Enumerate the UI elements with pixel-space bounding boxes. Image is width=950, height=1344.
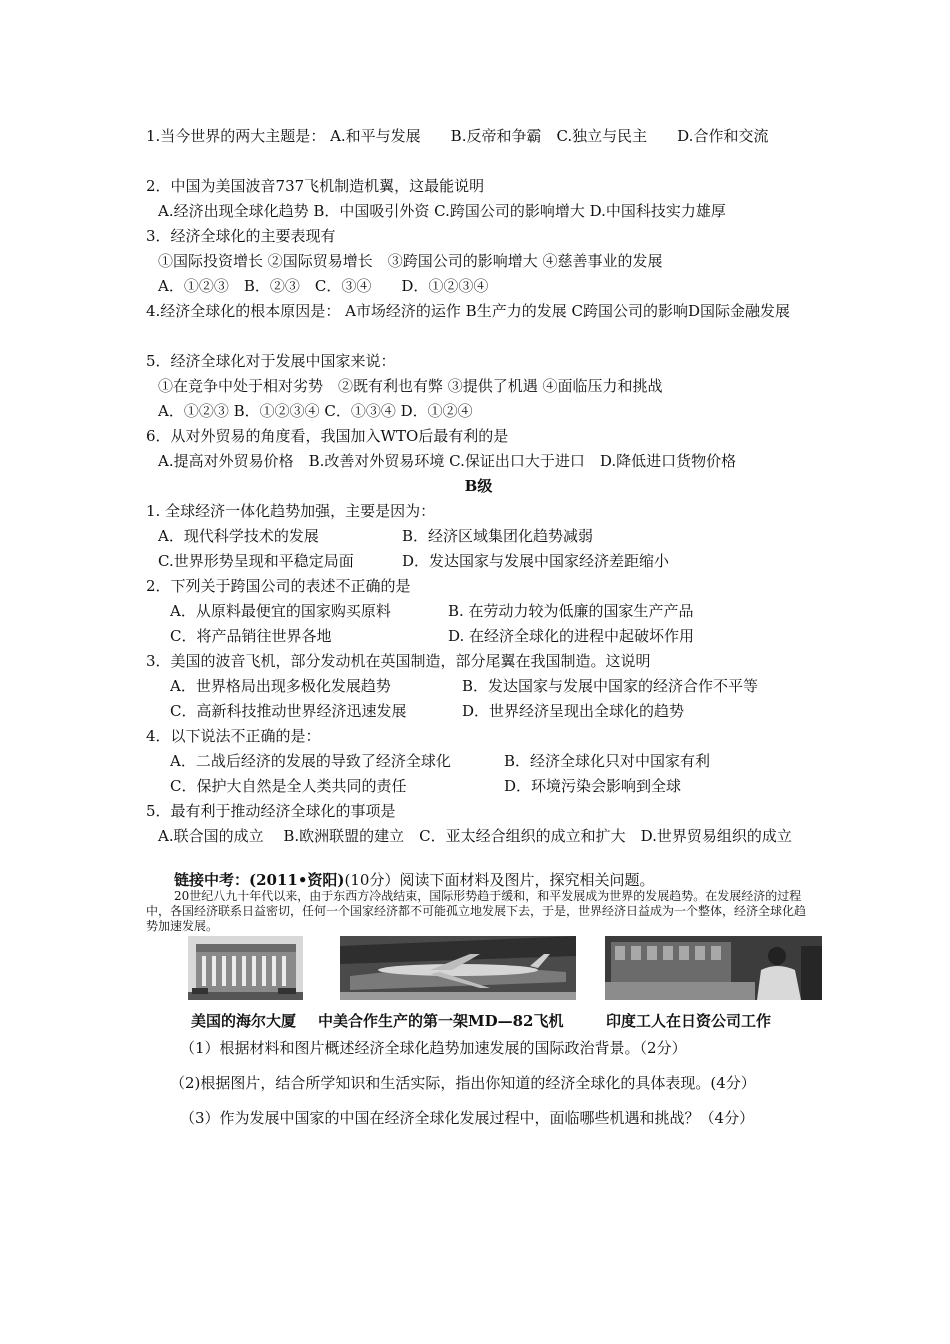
airplane-photo-drawing [340,936,576,1000]
a-question-4: 4.经济全球化的根本原因是： A市场经济的运作 B生产力的发展 C跨国公司的影响D国际金融发展 [146,302,790,320]
a-question-2-options: A.经济出现全球化趋势 B．中国吸引外资 C.跨国公司的影响增大 D.中国科技实力雄厚 [158,202,726,220]
a-question-3-items: ①国际投资增长 ②国际贸易增长 ③跨国公司的影响增大 ④慈善事业的发展 [158,252,663,270]
a-question-3-options: A．①②③ B．②③ C．③④ D．①②③④ [158,277,489,295]
b-question-4-option-c: C．保护大自然是全人类共同的责任 [170,777,407,795]
section-b-heading: B级 [464,477,493,495]
b-question-2-option-d: D. 在经济全球化的进程中起破坏作用 [448,627,695,645]
a-question-3: 3．经济全球化的主要表现有 [146,227,336,245]
b-question-4-option-a: A．二战后经济的发展的导致了经济全球化 [170,752,451,770]
worker-photo [605,936,822,1000]
b-question-2-option-c: C．将产品销往世界各地 [170,627,332,645]
link-rest: (10分）阅读下面材料及图片，探究相关问题。 [344,871,655,889]
link-question-3: （3）作为发展中国家的中国在经济全球化发展过程中，面临哪些机遇和挑战？（4分） [180,1109,755,1127]
caption-worker: 印度工人在日资公司工作 [606,1012,772,1030]
b-question-1-option-d: D．发达国家与发展中国家经济差距缩小 [402,552,670,570]
link-question-1: （1）根据材料和图片概述经济全球化趋势加速发展的国际政治背景。（2分） [180,1039,687,1057]
link-question-2: （2)根据图片，结合所学知识和生活实际，指出你知道的经济全球化的具体表现。(4分） [170,1074,756,1092]
b-question-1-option-c: C.世界形势呈现和平稳定局面 [158,552,354,570]
a-question-5: 5．经济全球化对于发展中国家来说： [146,352,396,370]
caption-airplane: 中美合作生产的第一架MD—82飞机 [318,1012,564,1030]
worker-photo-drawing [605,936,822,1000]
b-question-3-option-b: B．发达国家与发展中国家的经济合作不平等 [462,677,759,695]
link-label: 链接中考：(2011•资阳) [174,871,345,889]
b-question-5: 5．最有利于推动经济全球化的事项是 [146,802,396,820]
b-question-5-options: A.联合国的成立 B.欧洲联盟的建立 C．亚太经合组织的成立和扩大 D.世界贸易组织的成立 [158,827,792,845]
caption-building: 美国的海尔大厦 [191,1012,297,1030]
b-question-4-option-b: B．经济全球化只对中国家有利 [504,752,711,770]
a-question-1: 1.当今世界的两大主题是： A.和平与发展 B.反帝和争霸 C.独立与民主 D.合作和交流 [146,127,769,145]
b-question-4: 4．以下说法不正确的是： [146,727,321,745]
b-question-3-option-a: A．世界格局出现多极化发展趋势 [170,677,391,695]
link-heading [174,869,839,891]
b-question-1-option-a: A．现代科学技术的发展 [158,527,319,545]
airplane-photo [340,936,576,1000]
b-question-1-option-b: B．经济区域集团化趋势减弱 [402,527,594,545]
building-photo [188,936,303,1000]
b-question-3-option-d: D．世界经济呈现出全球化的趋势 [462,702,685,720]
b-question-3: 3．美国的波音飞机，部分发动机在英国制造，部分尾翼在我国制造。这说明 [146,652,651,670]
a-question-6-options: A.提高对外贸易价格 B.改善对外贸易环境 C.保证出口大于进口 D.降低进口货物价格 [158,452,737,470]
material-paragraph: 20世纪八九十年代以来，由于东西方冷战结束，国际形势趋于缓和，和平发展成为世界的发展趋势。在发展经济的过程中，各国经济联系日益密切，任何一个国家经济都不可能孤立地发展下去，于是，世界经济日益成为一个整体，经济全球化趋势加速发展。 [146,889,807,933]
a-question-5-items: ①在竞争中处于相对劣势 ②既有利也有弊 ③提供了机遇 ④面临压力和挑战 [158,377,663,395]
b-question-2-option-b: B. 在劳动力较为低廉的国家生产产品 [448,602,694,620]
b-question-2-option-a: A．从原料最便宜的国家购买原料 [170,602,391,620]
b-question-1: 1. 全球经济一体化趋势加强，主要是因为： [146,502,436,520]
a-question-6: 6．从对外贸易的角度看，我国加入WTO后最有利的是 [146,427,509,445]
building-photo-drawing [188,936,303,1000]
a-question-5-options: A．①②③ B．①②③④ C．①③④ D．①②④ [158,402,473,420]
b-question-4-option-d: D．环境污染会影响到全球 [504,777,682,795]
b-question-2: 2．下列关于跨国公司的表述不正确的是 [146,577,411,595]
a-question-2: 2．中国为美国波音737飞机制造机翼，这最能说明 [146,177,485,195]
b-question-3-option-c: C．高新科技推动世界经济迅速发展 [170,702,407,720]
